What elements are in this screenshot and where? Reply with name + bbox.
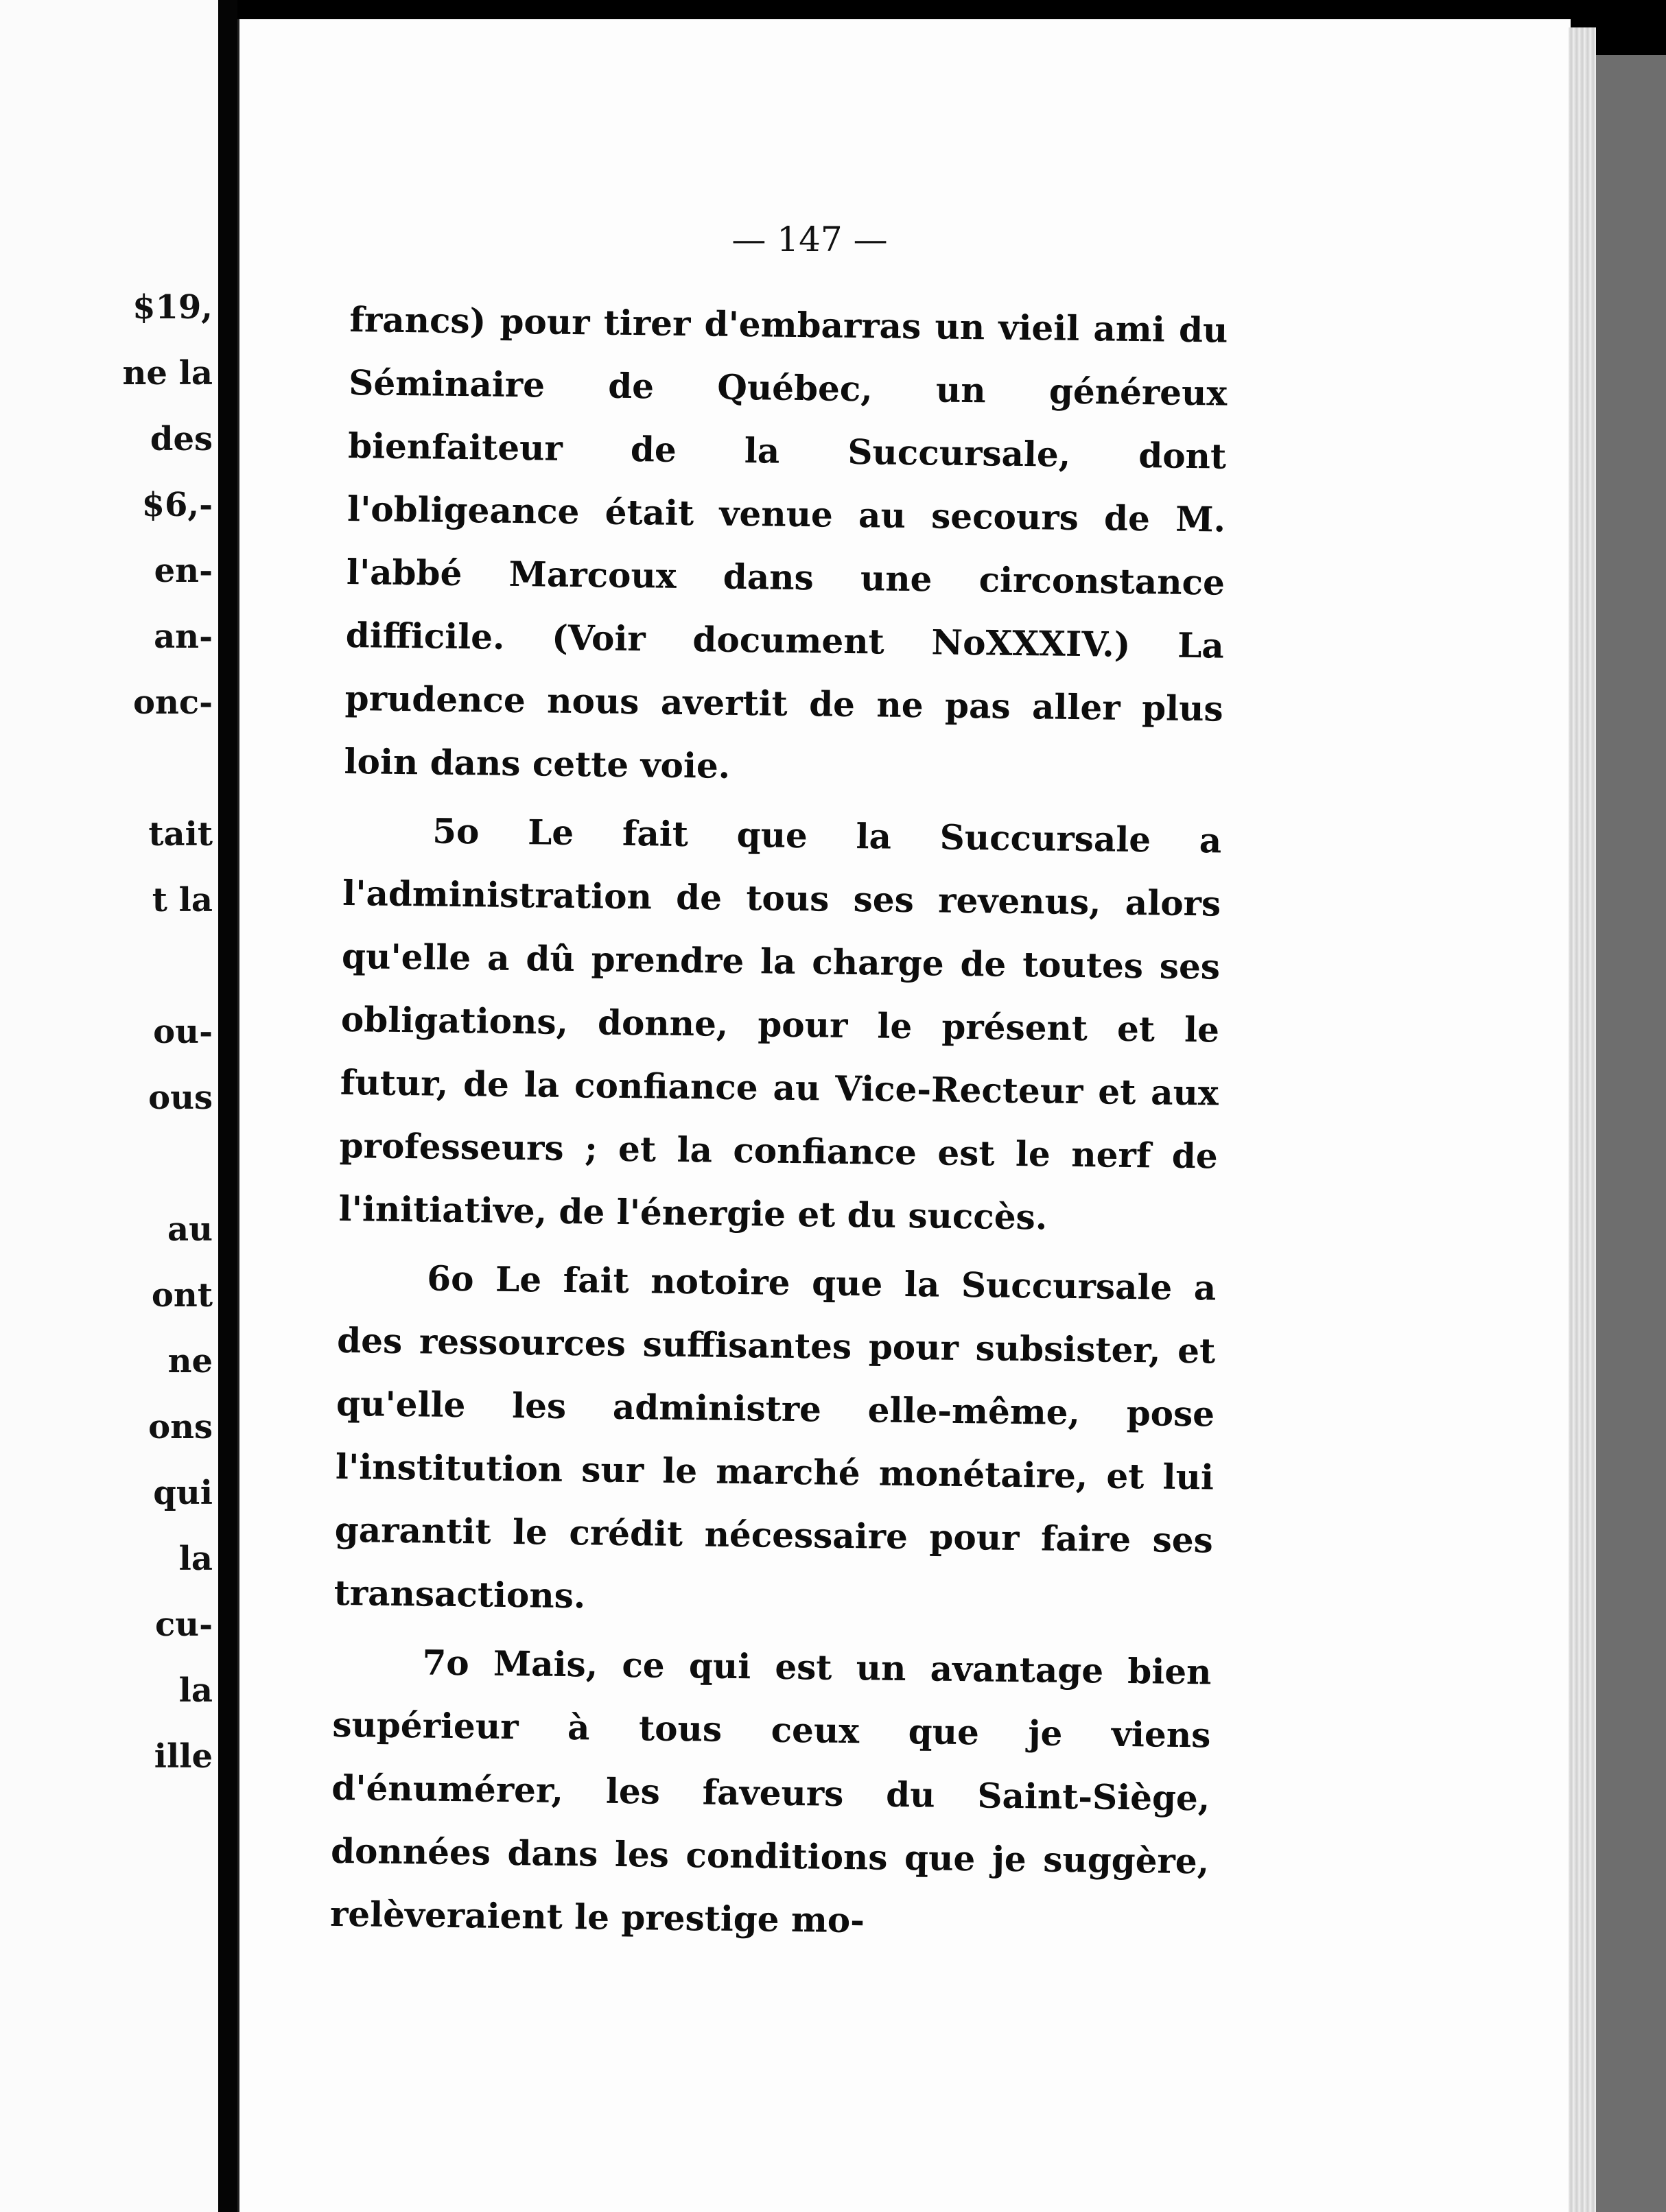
fragment-gap — [75, 736, 213, 801]
fragment: $19, — [132, 288, 213, 327]
fragment: ou- — [153, 1013, 213, 1051]
paragraph: 6o Le fait notoire que la Succursale a des ressources suffisantes pour subsister, et qu'elle les administre elle-même, pose l'institution sur le marché monétaire, et lui garantit le crédit nécessaire pour faire ses transactions. — [333, 1258, 1217, 1616]
fragment: qui — [153, 1474, 213, 1512]
paragraph: 5o Le fait que la Succursale a l'administration de tous ses revenus, alors qu'elle a dû prendre la charge de toutes ses obligations, donne, pour le présent et le futur, de la confiance au Vice-Recteur et aux professeurs ; et la confiance est le nerf de l'initiative, de l'énergie et du succès. — [338, 810, 1222, 1238]
previous-page — [0, 0, 218, 2212]
fragment: des — [150, 420, 213, 458]
fragment: la — [178, 1540, 213, 1578]
fragment: ne — [167, 1342, 213, 1380]
fragment: $6,- — [141, 486, 213, 524]
fragment: t la — [152, 881, 213, 919]
scan-background — [1596, 55, 1666, 2212]
fragment-gap — [75, 1131, 213, 1197]
fragment: cu- — [154, 1605, 213, 1644]
fragment: an- — [154, 617, 213, 656]
book-gutter — [218, 0, 237, 2212]
fragment: ons — [148, 1408, 213, 1446]
fragment: ne la — [122, 354, 213, 392]
fragment: au — [167, 1210, 213, 1249]
paragraph: 7o Mais, ce qui est un avantage bien supérieur à tous ceux que je viens d'énumérer, les faveurs du Saint-Siège, données dans les conditions que je suggère, relèveraient le prestige mo- — [329, 1642, 1212, 1941]
page-number: — 147 — — [731, 220, 888, 259]
fragment: en- — [154, 552, 213, 590]
fragment: onc- — [132, 683, 213, 722]
body-text — [329, 288, 1228, 1956]
paragraph: francs) pour tirer d'embarras un vieil ami du Séminaire de Québec, un généreux bienfaiteur de la Succursale, dont l'obligeance était venue au secours de M. l'abbé Marcoux dans une circonstance difficile. (Voir document NoXXXIV.) La prudence nous avertit de ne pas aller plus loin dans cette voie. — [344, 298, 1228, 786]
page-edges — [1569, 27, 1596, 2212]
fragment: tait — [148, 815, 213, 854]
previous-page-text-fragments — [75, 274, 213, 1789]
fragment-gap — [75, 933, 213, 999]
fragment: ous — [148, 1079, 213, 1117]
fragment: ont — [151, 1276, 213, 1315]
fragment: la — [178, 1671, 213, 1710]
fragment: ille — [154, 1737, 213, 1776]
